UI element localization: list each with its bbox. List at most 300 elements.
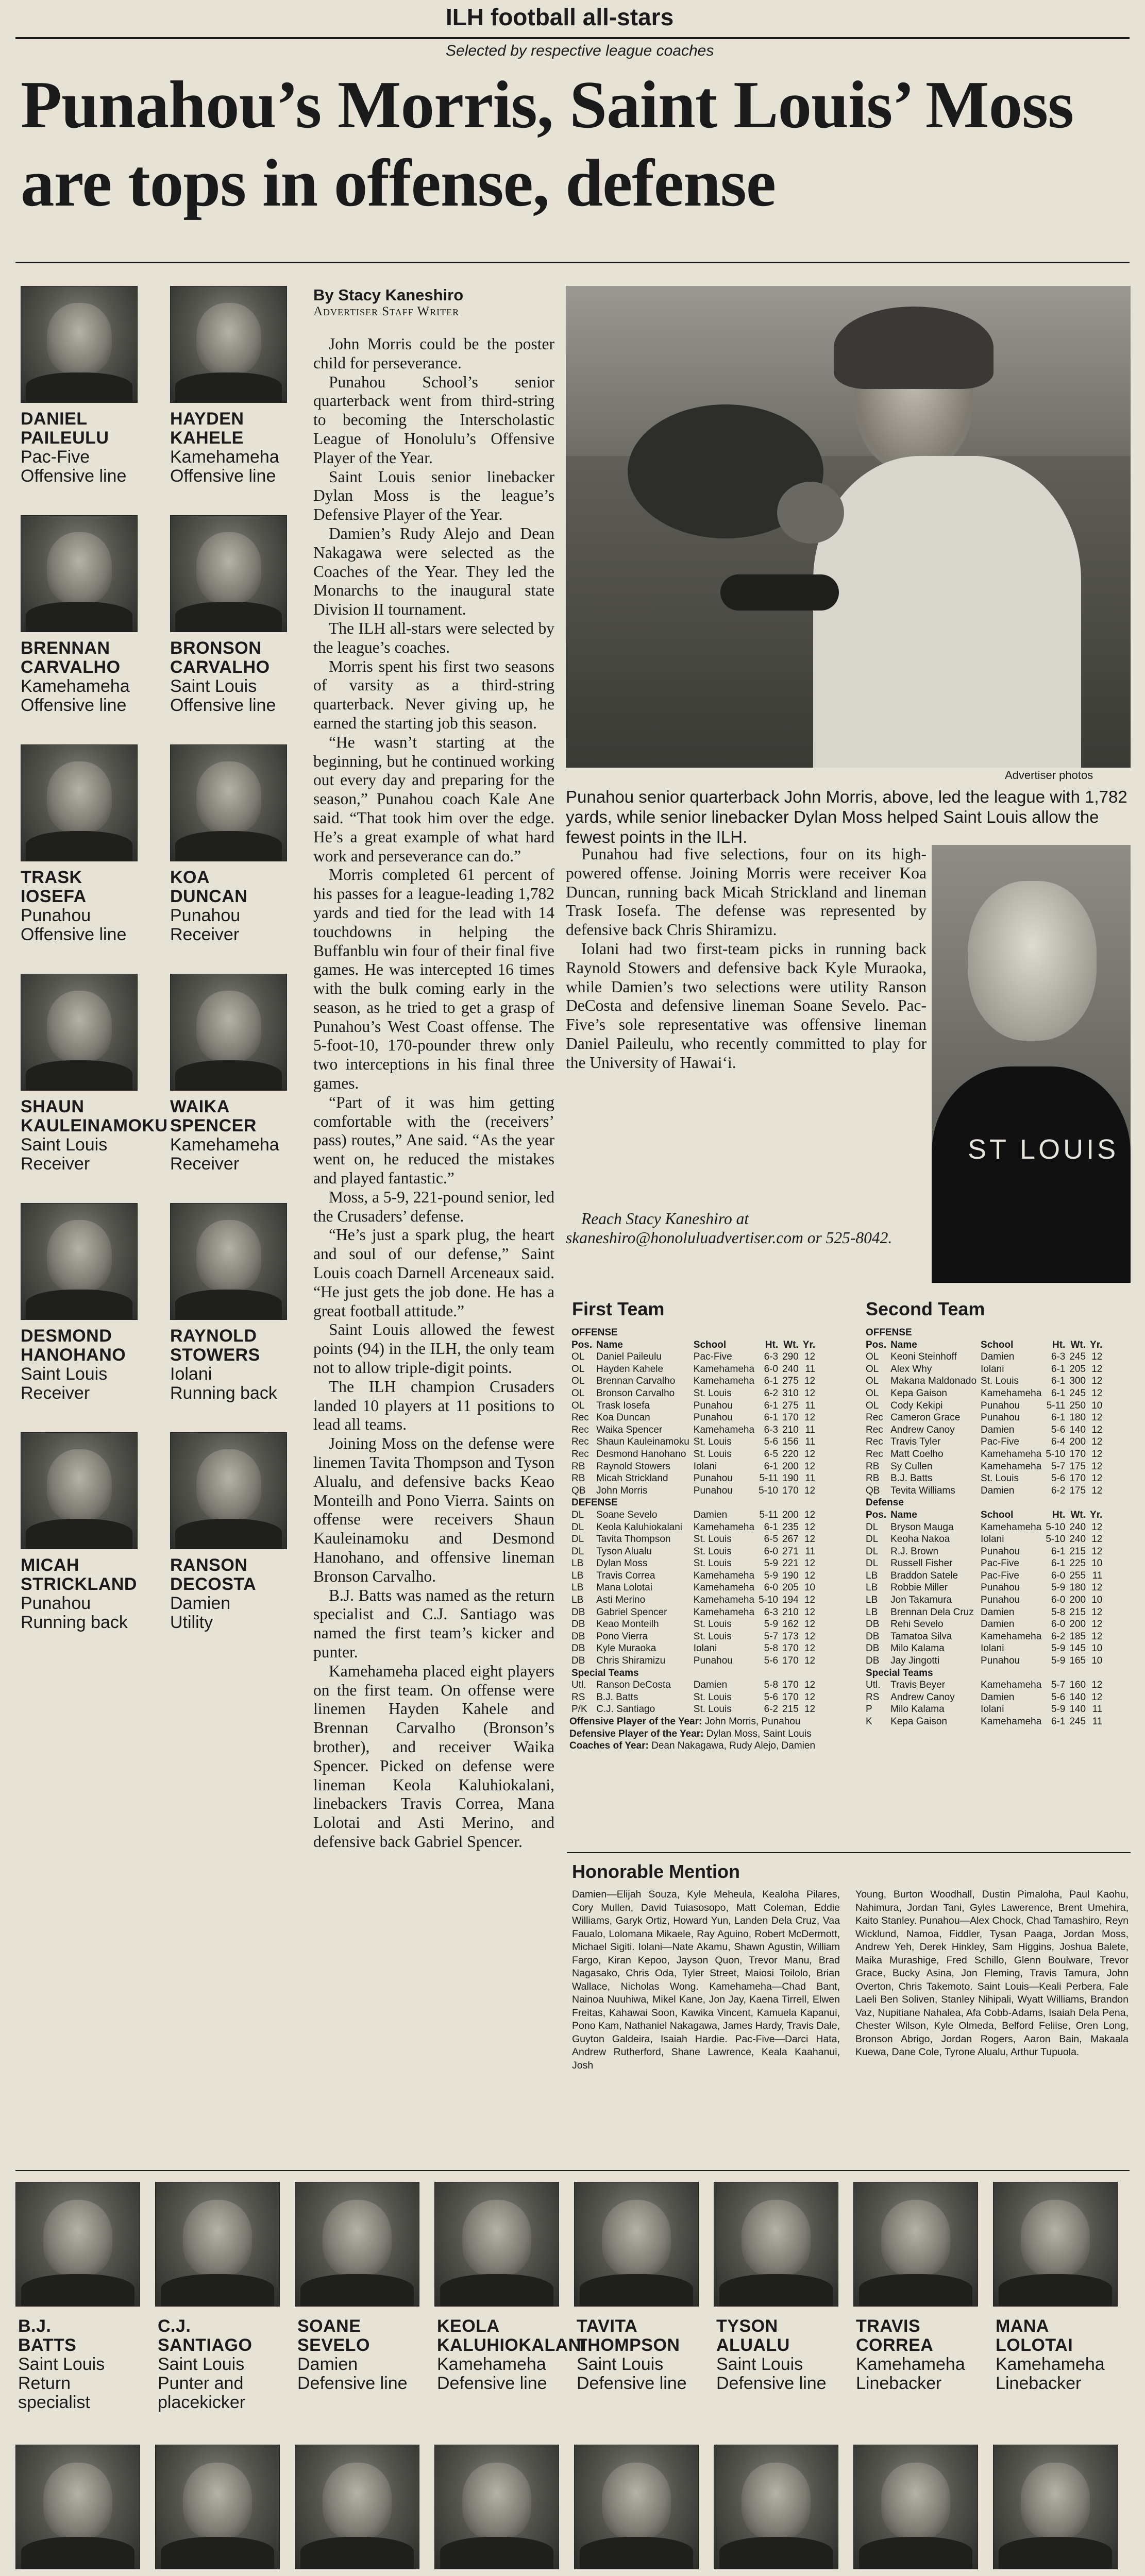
table-cell: 6-2 xyxy=(1051,1631,1066,1642)
table-cell: 200 xyxy=(782,1509,799,1520)
honorable-title: Honorable Mention xyxy=(572,1861,740,1882)
player-photo xyxy=(434,2182,559,2307)
article-paragraph: Saint Louis allowed the fewest points (94) in the ILH, the only team not to allow triple-digit points. xyxy=(313,1320,554,1377)
shoulders-shape xyxy=(175,831,282,861)
player-photo xyxy=(295,2445,419,2569)
player-school: Punahou xyxy=(170,906,241,925)
table-cell: 12 xyxy=(1091,1376,1103,1387)
table-cell: 6-1 xyxy=(1051,1376,1066,1387)
award-line xyxy=(569,1716,863,1728)
table-cell: 12 xyxy=(1091,1461,1103,1472)
player-position: Defensive line xyxy=(716,2374,827,2393)
player-last-name: IOSEFA xyxy=(21,887,87,906)
player-last-name: SANTIAGO xyxy=(158,2335,252,2355)
table-cell: 12 xyxy=(1091,1363,1103,1375)
table-cell: Kamehameha xyxy=(693,1570,755,1581)
player-photo xyxy=(853,2182,978,2307)
table-cell: 12 xyxy=(804,1643,816,1654)
table-cell: Iolani xyxy=(693,1643,717,1654)
face-shape xyxy=(323,2200,392,2277)
table-cell: 165 xyxy=(1069,1655,1086,1667)
face-shape xyxy=(1021,2463,1090,2539)
table-row xyxy=(569,1655,817,1667)
table-cell: 173 xyxy=(782,1631,799,1642)
article-paragraph: Morris completed 61 percent of his passes for a league-leading 1,782 yards and tied for the lead with 14 touchdowns in helping the Buffanblu win four of their final five games. He was intercepted 16 times with the bulk coming early in the season, as he tried to get a grasp of Punahou’s West Coast offense. The 5-foot-10, 170-pounder threw only two interceptions in his final three games. xyxy=(313,866,554,1093)
section-subtitle: Selected by respective league coaches xyxy=(446,42,714,59)
table-cell: 220 xyxy=(782,1448,799,1460)
table-cell: Kamehameha xyxy=(981,1631,1042,1642)
table-cell: 10 xyxy=(1091,1595,1103,1606)
table-row xyxy=(864,1521,1104,1534)
player-card xyxy=(853,2445,990,2576)
shoulders-shape xyxy=(175,1519,282,1549)
face-shape xyxy=(47,303,112,375)
table-cell: 5-8 xyxy=(764,1680,779,1691)
table-cell: OL xyxy=(866,1363,879,1375)
table-cell: 12 xyxy=(1091,1473,1103,1484)
player-card xyxy=(170,515,314,742)
table-cell: 6-5 xyxy=(764,1448,779,1460)
face-shape xyxy=(881,2200,950,2277)
table-cell: Alex Why xyxy=(890,1363,932,1375)
player-school: Saint Louis xyxy=(21,1135,108,1155)
player-card xyxy=(155,2445,292,2576)
player-position: Defensive line xyxy=(437,2374,547,2393)
shoulders-shape xyxy=(26,1519,132,1549)
table-cell: Kamehameha xyxy=(981,1448,1042,1460)
table-cell: Kamehameha xyxy=(693,1606,755,1618)
table-cell: 12 xyxy=(804,1704,816,1715)
table-cell: Kamehameha xyxy=(693,1376,755,1387)
player-last-name: DECOSTA xyxy=(170,1574,257,1594)
linebacker-photo xyxy=(932,845,1131,1283)
table-cell: 6-2 xyxy=(764,1387,779,1399)
table-row xyxy=(569,1436,817,1448)
table-cell: Punahou xyxy=(693,1400,733,1411)
player-position: Return xyxy=(18,2374,71,2393)
table-row xyxy=(569,1631,817,1643)
second-team-title: Second Team xyxy=(866,1298,985,1319)
table-cell: DL xyxy=(571,1521,584,1533)
player-card xyxy=(170,744,314,971)
table-cell: Raynold Stowers xyxy=(596,1461,670,1472)
player-school: Saint Louis xyxy=(170,676,257,696)
face-shape xyxy=(881,2463,950,2539)
player-last-name: STOWERS xyxy=(170,1345,260,1365)
table-cell: 275 xyxy=(782,1400,799,1411)
player-first-name: SHAUN xyxy=(21,1097,85,1116)
player-photo xyxy=(170,974,287,1091)
table-cell: 245 xyxy=(1069,1716,1086,1727)
player-card xyxy=(21,1432,165,1659)
face-shape xyxy=(742,2200,811,2277)
table-cell: Braddon Satele xyxy=(890,1570,958,1581)
first-team-title: First Team xyxy=(572,1298,665,1319)
section-label: Special Teams xyxy=(571,1667,639,1679)
table-cell: 215 xyxy=(1069,1546,1086,1557)
table-cell: Rec xyxy=(866,1424,883,1435)
table-cell: Bronson Carvalho xyxy=(596,1387,675,1399)
table-cell: 190 xyxy=(782,1473,799,1484)
table-cell: St. Louis xyxy=(693,1704,732,1715)
article-paragraph: Damien’s Rudy Alejo and Dean Nakagawa were selected as the Coaches of the Year. They led the Monarchs to the inaugural state Division II tournament. xyxy=(313,524,554,619)
player-photo xyxy=(714,2445,838,2569)
photo-credit: Advertiser photos xyxy=(1005,769,1093,782)
table-cell: Jon Takamura xyxy=(890,1595,952,1606)
column-header-row xyxy=(864,1339,1104,1351)
table-cell: St. Louis xyxy=(693,1558,732,1569)
table-cell: 5-7 xyxy=(1051,1680,1066,1691)
table-cell: Damien xyxy=(981,1424,1015,1435)
table-cell: 190 xyxy=(782,1570,799,1581)
column-header: School xyxy=(981,1509,1014,1520)
table-cell: 267 xyxy=(782,1534,799,1545)
table-cell: 5-9 xyxy=(1051,1643,1066,1654)
table-cell: 5-11 xyxy=(1046,1400,1066,1411)
table-cell: 170 xyxy=(782,1691,799,1703)
table-cell: 140 xyxy=(1069,1704,1086,1715)
table-cell: 12 xyxy=(1091,1619,1103,1630)
table-cell: Rec xyxy=(866,1436,883,1448)
table-cell: 205 xyxy=(1069,1363,1086,1375)
table-cell: 180 xyxy=(1069,1582,1086,1594)
player-photo xyxy=(155,2445,280,2569)
player-position: Offensive line xyxy=(170,696,276,715)
award-line xyxy=(569,1728,863,1740)
table-row xyxy=(569,1606,817,1619)
byline xyxy=(313,286,555,319)
article-paragraph: “He’s just a spark plug, the heart and soul of our defense,” Saint Louis coach Darnell Arceneaux said. “He just gets the job done. He has a great football attitude.” xyxy=(313,1226,554,1320)
table-cell: DB xyxy=(866,1655,880,1667)
player-last-name: THOMPSON xyxy=(577,2335,680,2355)
table-cell: 10 xyxy=(804,1582,816,1594)
player-school: Saint Louis xyxy=(21,1364,108,1384)
table-cell: St. Louis xyxy=(693,1691,732,1703)
table-cell: DL xyxy=(866,1521,879,1533)
table-cell: 12 xyxy=(804,1509,816,1520)
table-row xyxy=(569,1557,817,1570)
player-position: Offensive line xyxy=(21,466,127,486)
player-position: Receiver xyxy=(170,1154,240,1174)
table-cell: Damien xyxy=(981,1619,1015,1630)
table-cell: RS xyxy=(571,1691,585,1703)
table-cell: St. Louis xyxy=(693,1448,732,1460)
byline-name: By Stacy Kaneshiro xyxy=(313,286,464,304)
table-cell: 160 xyxy=(1069,1680,1086,1691)
table-cell: OL xyxy=(571,1400,585,1411)
shoulders-shape xyxy=(175,372,282,403)
table-row xyxy=(864,1448,1104,1461)
award-label: Offensive Player of the Year: xyxy=(569,1716,702,1727)
table-cell: Keola Kaluhiokalani xyxy=(596,1521,683,1533)
table-cell: DB xyxy=(571,1631,585,1642)
reach-note: Reach Stacy Kaneshiro at skaneshiro@honoluluadvertiser.com or 525-8042. xyxy=(566,1210,893,1247)
article-paragraph: The ILH all-stars were selected by the league’s coaches. xyxy=(313,619,554,656)
table-cell: Daniel Paileulu xyxy=(596,1351,662,1363)
column-header: School xyxy=(981,1339,1014,1350)
table-cell: Travis Correa xyxy=(596,1570,655,1581)
table-cell: Punahou xyxy=(693,1655,733,1667)
player-card xyxy=(21,974,168,1200)
shoulders-shape xyxy=(26,1060,132,1091)
table-row xyxy=(864,1412,1104,1424)
table-cell: Bryson Mauga xyxy=(890,1521,954,1533)
player-card xyxy=(574,2182,711,2450)
column-header: Pos. xyxy=(866,1509,887,1520)
table-cell: 11 xyxy=(1092,1716,1103,1727)
table-cell: 200 xyxy=(1069,1595,1086,1606)
table-cell: 6-3 xyxy=(764,1606,779,1618)
left-player-grid xyxy=(21,286,309,1662)
player-photo xyxy=(714,2182,838,2307)
table-cell: 12 xyxy=(804,1351,816,1363)
table-cell: 12 xyxy=(1091,1521,1103,1533)
table-row xyxy=(569,1485,817,1497)
player-card xyxy=(155,2182,292,2450)
player-first-name: B.J. xyxy=(18,2316,52,2336)
player-first-name: TRASK xyxy=(21,868,82,887)
table-cell: Kamehameha xyxy=(981,1461,1042,1472)
player-photo xyxy=(21,974,138,1091)
table-cell: 11 xyxy=(805,1363,816,1375)
table-cell: 300 xyxy=(1069,1376,1086,1387)
table-cell: Rec xyxy=(571,1448,589,1460)
table-cell: 5-9 xyxy=(764,1570,779,1581)
table-cell: Jay Jingotti xyxy=(890,1655,940,1667)
table-cell: Kepa Gaison xyxy=(890,1387,947,1399)
player-photo xyxy=(21,744,138,861)
table-cell: LB xyxy=(866,1570,878,1581)
table-cell: DB xyxy=(571,1643,585,1654)
table-cell: St. Louis xyxy=(693,1436,732,1448)
article-paragraph: “Part of it was him getting comfortable with the (receivers’ pass) routes,” Ane said. “As the year went on, he reduced the mistakes and played fantastic.” xyxy=(313,1093,554,1188)
table-row xyxy=(864,1631,1104,1643)
table-cell: Damien xyxy=(693,1680,728,1691)
player-card xyxy=(714,2445,850,2576)
table-row xyxy=(569,1387,817,1400)
headline: Punahou’s Morris, Saint Louis’ Moss are tops in offense, defense xyxy=(21,67,1074,221)
face-shape xyxy=(196,303,261,375)
face-shape xyxy=(183,2200,252,2277)
player-school: Kamehameha xyxy=(996,2354,1105,2374)
table-cell: 215 xyxy=(1069,1606,1086,1618)
player-photo xyxy=(993,2182,1118,2307)
table-cell: 6-1 xyxy=(1051,1558,1066,1569)
table-cell: 170 xyxy=(782,1485,799,1496)
table-cell: 162 xyxy=(782,1619,799,1630)
table-cell: 10 xyxy=(1091,1643,1103,1654)
table-cell: Kamehameha xyxy=(693,1363,755,1375)
table-cell: DL xyxy=(866,1546,879,1557)
player-first-name: C.J. xyxy=(158,2316,191,2336)
table-row xyxy=(569,1472,817,1485)
table-cell: DL xyxy=(571,1509,584,1520)
shoulders-shape xyxy=(21,2274,135,2306)
face-shape xyxy=(196,532,261,604)
table-cell: Punahou xyxy=(981,1412,1020,1423)
player-first-name: BRONSON xyxy=(170,638,262,658)
table-row xyxy=(864,1691,1104,1704)
table-cell: R.J. Brown xyxy=(890,1546,939,1557)
table-row xyxy=(569,1375,817,1387)
column-header: Name xyxy=(890,1509,917,1520)
table-cell: Soane Sevelo xyxy=(596,1509,658,1520)
table-cell: Cody Kekipi xyxy=(890,1400,943,1411)
table-cell: Rec xyxy=(571,1412,589,1423)
player-card xyxy=(170,1432,314,1659)
table-cell: 12 xyxy=(1091,1582,1103,1594)
table-cell: 12 xyxy=(804,1534,816,1545)
photo-caption: Punahou senior quarterback John Morris, above, led the league with 1,782 yards, while senior linebacker Dylan Moss helped Saint Louis allow the fewest points in the ILH. xyxy=(566,787,1127,846)
table-cell: Keoni Steinhoff xyxy=(890,1351,957,1363)
table-cell: DB xyxy=(866,1619,880,1630)
table-cell: Rec xyxy=(571,1424,589,1435)
shoulders-shape xyxy=(26,372,132,403)
table-row xyxy=(569,1363,817,1376)
column-header: School xyxy=(693,1339,727,1350)
table-cell: 6-1 xyxy=(1051,1546,1066,1557)
table-cell: 6-1 xyxy=(764,1376,779,1387)
table-cell: 11 xyxy=(805,1400,816,1411)
table-cell: 5-7 xyxy=(764,1631,779,1642)
player-last-name: BATTS xyxy=(18,2335,77,2355)
table-cell: C.J. Santiago xyxy=(596,1704,655,1715)
player-position: Receiver xyxy=(21,1154,90,1174)
table-cell: P xyxy=(866,1704,872,1715)
table-row xyxy=(569,1691,817,1704)
table-cell: Russell Fisher xyxy=(890,1558,953,1569)
shoulders-shape xyxy=(300,2537,414,2569)
table-cell: OL xyxy=(866,1376,879,1387)
table-cell: 6-1 xyxy=(1051,1363,1066,1375)
table-cell: 12 xyxy=(1091,1691,1103,1703)
shoulders-shape xyxy=(161,2537,275,2569)
table-row xyxy=(569,1400,817,1412)
table-cell: DB xyxy=(866,1643,880,1654)
table-cell: 6-0 xyxy=(764,1546,779,1557)
player-school: Kamehameha xyxy=(437,2354,546,2374)
player-position: Linebacker xyxy=(856,2374,942,2393)
table-cell: 140 xyxy=(1069,1424,1086,1435)
player-card xyxy=(21,515,165,742)
table-cell: 12 xyxy=(804,1631,816,1642)
table-cell: 12 xyxy=(1091,1424,1103,1435)
table-cell: 11 xyxy=(1092,1704,1103,1715)
table-cell: Tevita Williams xyxy=(890,1485,955,1496)
face-shape xyxy=(47,991,112,1063)
face-shape xyxy=(742,2463,811,2539)
table-row xyxy=(864,1679,1104,1691)
face-shape xyxy=(196,1220,261,1292)
shoulders-shape xyxy=(300,2274,414,2306)
player-photo xyxy=(170,744,287,861)
table-cell: Kyle Muraoka xyxy=(596,1643,656,1654)
table-cell: 5-10 xyxy=(759,1485,779,1496)
table-cell: 6-0 xyxy=(1051,1570,1066,1581)
second-team-table xyxy=(864,1327,1132,1728)
article-paragraph: Iolani had two first-team picks in running back Raynold Stowers and defensive back Kyle Muraoka, while Damien’s two selections were utility Ranson DeCosta and defensive lineman Soane Sevelo. Pac-Five’s sole representative was offensive lineman Daniel Paileulu, who recently committed to play for the University of Hawai‘i. xyxy=(566,939,927,1072)
table-cell: 12 xyxy=(804,1412,816,1423)
shoulders-shape xyxy=(440,2537,554,2569)
player-school: Saint Louis xyxy=(577,2354,664,2374)
table-cell: 12 xyxy=(1091,1436,1103,1448)
table-row xyxy=(569,1448,817,1461)
table-cell: 6-2 xyxy=(1051,1485,1066,1496)
table-cell: Iolani xyxy=(981,1704,1004,1715)
table-cell: Milo Kalama xyxy=(890,1704,945,1715)
table-cell: 12 xyxy=(804,1461,816,1472)
table-cell: 10 xyxy=(1091,1400,1103,1411)
table-cell: St. Louis xyxy=(693,1387,732,1399)
table-cell: Punahou xyxy=(693,1485,733,1496)
column-header: Yr. xyxy=(802,1339,816,1350)
column-header: Wt. xyxy=(783,1339,799,1350)
table-row xyxy=(569,1703,817,1716)
table-cell: Damien xyxy=(981,1691,1015,1703)
shoulders-shape xyxy=(175,602,282,632)
table-cell: Koa Duncan xyxy=(596,1412,650,1423)
table-cell: 12 xyxy=(1091,1448,1103,1460)
section-row xyxy=(569,1327,817,1339)
face-shape xyxy=(602,2463,671,2539)
table-cell: DB xyxy=(571,1619,585,1630)
table-cell: 6-4 xyxy=(1051,1436,1066,1448)
player-position: Offensive line xyxy=(170,466,276,486)
table-cell: RB xyxy=(866,1473,880,1484)
table-cell: 185 xyxy=(1069,1631,1086,1642)
table-cell: Rec xyxy=(866,1412,883,1423)
table-cell: 180 xyxy=(1069,1412,1086,1423)
column-header-row xyxy=(864,1509,1104,1521)
table-cell: 12 xyxy=(1091,1351,1103,1363)
table-cell: 12 xyxy=(804,1521,816,1533)
player-position: Offensive line xyxy=(21,696,127,715)
section-label: OFFENSE xyxy=(571,1327,618,1338)
table-row xyxy=(569,1546,817,1558)
table-cell: 6-5 xyxy=(764,1534,779,1545)
player-card xyxy=(15,2182,152,2450)
table-cell: 11 xyxy=(805,1473,816,1484)
face-shape xyxy=(1021,2200,1090,2277)
first-team-table xyxy=(569,1327,863,1752)
table-cell: 5-10 xyxy=(1046,1521,1066,1533)
column-header: Ht. xyxy=(1052,1509,1066,1520)
table-cell: 245 xyxy=(1069,1387,1086,1399)
player-position-line-2: placekicker xyxy=(158,2393,246,2412)
headline-rule xyxy=(15,262,1130,263)
player-position: Running back xyxy=(170,1383,277,1403)
player-school: Saint Louis xyxy=(158,2354,245,2374)
player-school: Kamehameha xyxy=(21,676,130,696)
player-first-name: HAYDEN xyxy=(170,409,244,429)
table-cell: Chris Shiramizu xyxy=(596,1655,666,1667)
table-row xyxy=(864,1351,1104,1363)
award-label: Coaches of Year: xyxy=(569,1740,649,1752)
table-cell: Tavita Thompson xyxy=(596,1534,671,1545)
table-cell: DB xyxy=(571,1655,585,1667)
table-cell: Keao Monteilh xyxy=(596,1619,659,1630)
player-first-name: KEOLA xyxy=(437,2316,500,2336)
section-label: DEFENSE xyxy=(571,1497,618,1509)
table-cell: Mana Lolotai xyxy=(596,1582,652,1594)
table-cell: Dylan Moss xyxy=(596,1558,648,1569)
player-photo xyxy=(21,515,138,632)
table-cell: 145 xyxy=(1069,1643,1086,1654)
player-card xyxy=(574,2445,711,2576)
table-cell: LB xyxy=(571,1595,584,1606)
table-cell: 12 xyxy=(804,1387,816,1399)
table-cell: St. Louis xyxy=(981,1473,1019,1484)
